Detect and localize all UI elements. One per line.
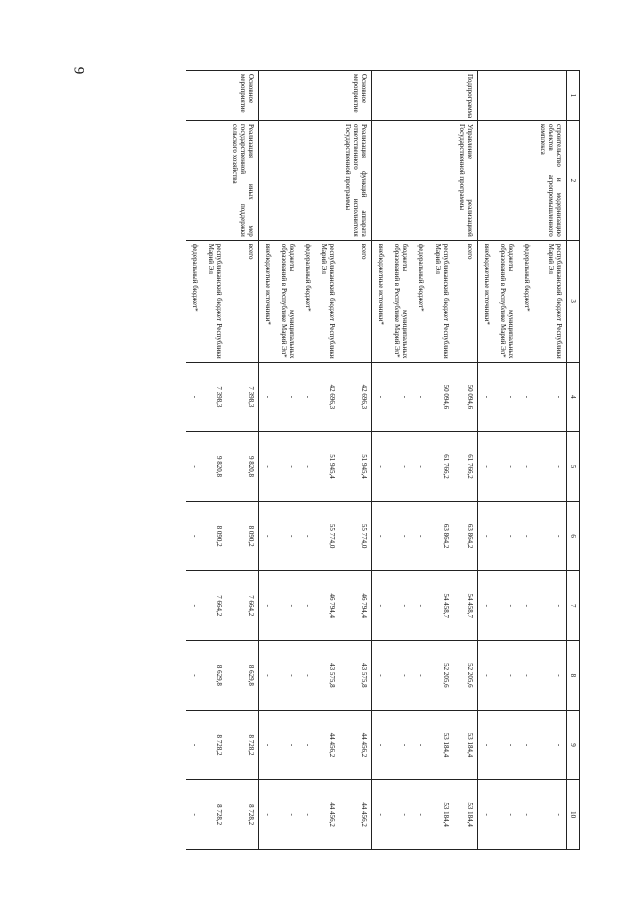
cell-c1 xyxy=(477,71,494,121)
cell-c2: Управление реализацией Государственной программы xyxy=(453,121,478,241)
value-cell: - xyxy=(494,362,518,432)
value-cell: - xyxy=(372,780,389,850)
value-cell: - xyxy=(299,780,315,850)
cell-c2 xyxy=(372,121,389,241)
cell-c1 xyxy=(202,71,226,121)
value-cell: - xyxy=(258,432,275,502)
value-cell: - xyxy=(412,710,428,780)
value-cell: - xyxy=(372,362,389,432)
header-row xyxy=(567,71,580,850)
cell-c2 xyxy=(186,121,202,241)
value-cell: - xyxy=(534,780,567,850)
value-cell: - xyxy=(477,432,494,502)
cell-c2 xyxy=(258,121,275,241)
value-cell: - xyxy=(518,641,534,711)
value-cell: - xyxy=(477,571,494,641)
value-cell: - xyxy=(412,571,428,641)
budget-table xyxy=(186,70,580,850)
value-cell: 44 456,2 xyxy=(339,780,372,850)
page-number: 9 xyxy=(70,66,87,75)
value-cell: - xyxy=(494,432,518,502)
value-cell: 7 398,3 xyxy=(226,362,259,432)
value-cell: - xyxy=(494,571,518,641)
table-row xyxy=(299,71,315,850)
value-cell: - xyxy=(299,501,315,571)
value-cell: 43 575,8 xyxy=(339,641,372,711)
cell-c3: федеральный бюджет* xyxy=(186,240,202,362)
value-cell: - xyxy=(186,780,202,850)
cell-c2 xyxy=(428,121,452,241)
value-cell: 61 766,2 xyxy=(453,432,478,502)
value-cell: - xyxy=(275,362,299,432)
value-cell: - xyxy=(372,432,389,502)
value-cell: 7 664,2 xyxy=(202,571,226,641)
value-cell: 61 766,2 xyxy=(428,432,452,502)
value-cell: 50 094,6 xyxy=(428,362,452,432)
cell-c1 xyxy=(494,71,518,121)
cell-c2 xyxy=(388,121,412,241)
column-header: 9 xyxy=(567,710,580,780)
value-cell: - xyxy=(534,501,567,571)
value-cell: - xyxy=(388,571,412,641)
value-cell: - xyxy=(477,641,494,711)
value-cell: 63 864,2 xyxy=(428,501,452,571)
table-row xyxy=(258,71,275,850)
value-cell: - xyxy=(518,710,534,780)
column-header: 8 xyxy=(567,641,580,711)
cell-c2 xyxy=(477,121,494,241)
cell-c1: Подпрограмма xyxy=(453,71,478,121)
value-cell: - xyxy=(388,710,412,780)
value-cell: - xyxy=(518,362,534,432)
cell-c3: всего xyxy=(226,240,259,362)
cell-c1 xyxy=(372,71,389,121)
value-cell: - xyxy=(275,432,299,502)
cell-c3: федеральный бюджет* xyxy=(412,240,428,362)
value-cell: - xyxy=(275,501,299,571)
table-row xyxy=(339,71,372,850)
value-cell: - xyxy=(372,641,389,711)
value-cell: 63 864,2 xyxy=(453,501,478,571)
value-cell: 42 696,3 xyxy=(315,362,339,432)
table-row xyxy=(315,71,339,850)
column-header: 2 xyxy=(567,121,580,241)
value-cell: - xyxy=(275,710,299,780)
value-cell: 53 184,4 xyxy=(428,780,452,850)
value-cell: - xyxy=(494,501,518,571)
value-cell: 52 205,6 xyxy=(453,641,478,711)
value-cell: - xyxy=(518,432,534,502)
value-cell: 54 458,7 xyxy=(453,571,478,641)
table-row xyxy=(453,71,478,850)
value-cell: - xyxy=(534,362,567,432)
value-cell: - xyxy=(477,501,494,571)
cell-c1 xyxy=(388,71,412,121)
value-cell: - xyxy=(388,641,412,711)
value-cell: 53 184,4 xyxy=(453,710,478,780)
value-cell: - xyxy=(258,571,275,641)
table-row xyxy=(202,71,226,850)
value-cell: 42 696,3 xyxy=(339,362,372,432)
value-cell: 53 184,4 xyxy=(428,710,452,780)
cell-c3: бюджеты муниципальных образований в Республике Марий Эл* xyxy=(275,240,299,362)
table-body xyxy=(186,71,567,850)
cell-c3: республиканский бюджет Республики Марий Эл xyxy=(202,240,226,362)
cell-c1 xyxy=(299,71,315,121)
cell-c3: федеральный бюджет* xyxy=(299,240,315,362)
cell-c2 xyxy=(299,121,315,241)
column-header: 1 xyxy=(567,71,580,121)
cell-c2 xyxy=(412,121,428,241)
value-cell: - xyxy=(275,641,299,711)
column-header: 5 xyxy=(567,432,580,502)
value-cell: - xyxy=(477,362,494,432)
value-cell: 7 664,2 xyxy=(226,571,259,641)
value-cell: - xyxy=(388,432,412,502)
value-cell: 43 575,8 xyxy=(315,641,339,711)
value-cell: 8 728,2 xyxy=(226,710,259,780)
value-cell: 44 456,2 xyxy=(339,710,372,780)
value-cell: - xyxy=(518,571,534,641)
cell-c2 xyxy=(315,121,339,241)
column-header: 10 xyxy=(567,780,580,850)
column-header: 7 xyxy=(567,571,580,641)
value-cell: - xyxy=(258,780,275,850)
value-cell: 54 458,7 xyxy=(428,571,452,641)
value-cell: - xyxy=(494,710,518,780)
value-cell: - xyxy=(477,780,494,850)
cell-c2 xyxy=(494,121,518,241)
value-cell: - xyxy=(258,362,275,432)
value-cell: 9 820,8 xyxy=(202,432,226,502)
cell-c1: Основное мероприятие xyxy=(339,71,372,121)
value-cell: - xyxy=(299,641,315,711)
value-cell: 8 090,2 xyxy=(202,501,226,571)
value-cell: 50 094,6 xyxy=(453,362,478,432)
table-row xyxy=(428,71,452,850)
value-cell: - xyxy=(275,780,299,850)
cell-c3: всего xyxy=(339,240,372,362)
value-cell: - xyxy=(372,710,389,780)
cell-c3: республиканский бюджет Республики Марий Эл xyxy=(534,240,567,362)
value-cell: 46 794,4 xyxy=(315,571,339,641)
table-row xyxy=(388,71,412,850)
value-cell: - xyxy=(372,571,389,641)
cell-c3: федеральный бюджет* xyxy=(518,240,534,362)
value-cell: 53 184,4 xyxy=(453,780,478,850)
cell-c2 xyxy=(518,121,534,241)
column-header: 4 xyxy=(567,362,580,432)
value-cell: - xyxy=(258,501,275,571)
column-header: 6 xyxy=(567,501,580,571)
value-cell: - xyxy=(388,362,412,432)
value-cell: - xyxy=(299,362,315,432)
value-cell: - xyxy=(388,501,412,571)
value-cell: 55 774,0 xyxy=(315,501,339,571)
value-cell: 7 398,3 xyxy=(202,362,226,432)
value-cell: - xyxy=(412,362,428,432)
table-row xyxy=(186,71,202,850)
value-cell: 8 629,8 xyxy=(226,641,259,711)
cell-c3: внебюджетные источники* xyxy=(372,240,389,362)
cell-c3: всего xyxy=(453,240,478,362)
cell-c2: строительство и модернизацию объектов агропромышленного комплекса xyxy=(534,121,567,241)
cell-c1 xyxy=(186,71,202,121)
value-cell: - xyxy=(412,501,428,571)
value-cell: 46 794,4 xyxy=(339,571,372,641)
value-cell: 51 945,4 xyxy=(315,432,339,502)
value-cell: - xyxy=(518,780,534,850)
column-header: 3 xyxy=(567,240,580,362)
value-cell: - xyxy=(412,641,428,711)
value-cell: 8 629,8 xyxy=(202,641,226,711)
table-row xyxy=(518,71,534,850)
cell-c3: внебюджетные источники* xyxy=(477,240,494,362)
value-cell: 8 728,2 xyxy=(226,780,259,850)
table-row xyxy=(275,71,299,850)
cell-c2: Реализация иных мер государственной поддержки сельского хозяйства xyxy=(226,121,259,241)
rotated-page xyxy=(110,70,580,850)
value-cell: - xyxy=(494,780,518,850)
value-cell: - xyxy=(186,432,202,502)
value-cell: - xyxy=(186,710,202,780)
value-cell: - xyxy=(186,362,202,432)
value-cell: 9 820,8 xyxy=(226,432,259,502)
value-cell: - xyxy=(186,571,202,641)
table-row xyxy=(412,71,428,850)
value-cell: - xyxy=(299,571,315,641)
value-cell: - xyxy=(412,780,428,850)
table-row xyxy=(226,71,259,850)
value-cell: - xyxy=(186,501,202,571)
value-cell: 44 456,2 xyxy=(315,780,339,850)
cell-c3: бюджеты муниципальных образований в Республике Марий Эл* xyxy=(388,240,412,362)
value-cell: 8 090,2 xyxy=(226,501,259,571)
value-cell: - xyxy=(494,641,518,711)
value-cell: 52 205,6 xyxy=(428,641,452,711)
value-cell: - xyxy=(299,432,315,502)
value-cell: - xyxy=(412,432,428,502)
cell-c1 xyxy=(275,71,299,121)
value-cell: 55 774,0 xyxy=(339,501,372,571)
value-cell: - xyxy=(299,710,315,780)
value-cell: - xyxy=(534,641,567,711)
value-cell: - xyxy=(518,501,534,571)
value-cell: - xyxy=(534,571,567,641)
value-cell: 44 456,2 xyxy=(315,710,339,780)
value-cell: - xyxy=(275,571,299,641)
cell-c1 xyxy=(518,71,534,121)
value-cell: - xyxy=(258,641,275,711)
cell-c3: республиканский бюджет Республики Марий Эл xyxy=(315,240,339,362)
cell-c1 xyxy=(315,71,339,121)
value-cell: 8 728,2 xyxy=(202,780,226,850)
value-cell: - xyxy=(388,780,412,850)
table-row xyxy=(494,71,518,850)
value-cell: 8 728,2 xyxy=(202,710,226,780)
cell-c3: республиканский бюджет Республики Марий Эл xyxy=(428,240,452,362)
table-row xyxy=(534,71,567,850)
cell-c2 xyxy=(275,121,299,241)
value-cell: - xyxy=(534,710,567,780)
cell-c2 xyxy=(202,121,226,241)
table-row xyxy=(372,71,389,850)
cell-c1 xyxy=(412,71,428,121)
value-cell: 51 945,4 xyxy=(339,432,372,502)
cell-c1 xyxy=(258,71,275,121)
cell-c3: внебюджетные источники* xyxy=(258,240,275,362)
value-cell: - xyxy=(477,710,494,780)
value-cell: - xyxy=(186,641,202,711)
table-row xyxy=(477,71,494,850)
value-cell: - xyxy=(372,501,389,571)
cell-c1 xyxy=(534,71,567,121)
value-cell: - xyxy=(534,432,567,502)
cell-c1: Основное мероприятие xyxy=(226,71,259,121)
value-cell: - xyxy=(258,710,275,780)
cell-c1 xyxy=(428,71,452,121)
cell-c2: Реализация функций аппарата ответственного исполнителя Государственной программы xyxy=(339,121,372,241)
cell-c3: бюджеты муниципальных образований в Республике Марий Эл* xyxy=(494,240,518,362)
